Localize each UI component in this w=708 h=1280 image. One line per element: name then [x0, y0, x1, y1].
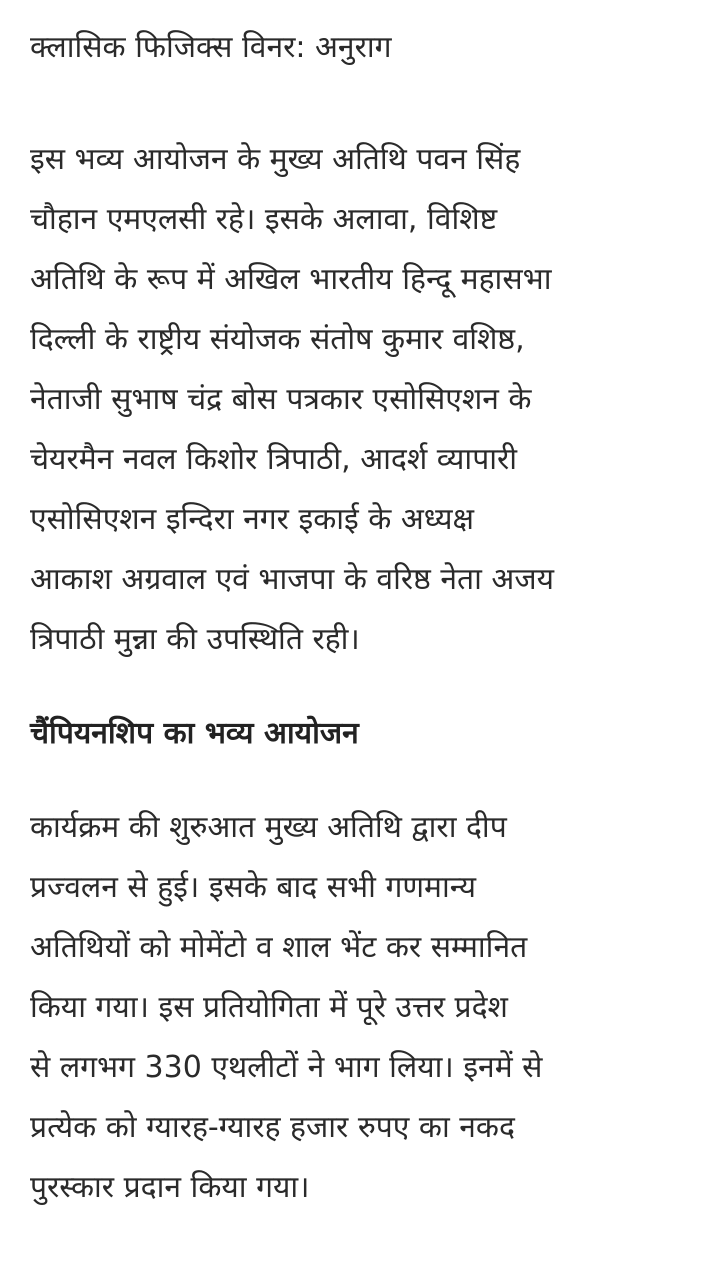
paragraph-line: से लगभग 330 एथलीटों ने भाग लिया। इनमें से — [30, 1050, 543, 1085]
paragraph-line: अतिथि के रूप में अखिल भारतीय हिन्दू महासभा — [30, 262, 552, 297]
paragraph-line: चेयरमैन नवल किशोर त्रिपाठी, आदर्श व्यापारी — [30, 442, 518, 477]
paragraph-chief-guests — [30, 130, 690, 670]
paragraph-line: अतिथियों को मोमेंटो व शाल भेंट कर सम्मानित — [30, 930, 528, 965]
paragraph-program — [30, 798, 690, 1218]
section-heading: चैंपियनशिप का भव्य आयोजन — [30, 716, 359, 751]
paragraph-line: त्रिपाठी मुन्ना की उपस्थिति रही। — [30, 622, 360, 657]
paragraph-line: किया गया। इस प्रतियोगिता में पूरे उत्तर प्रदेश — [30, 990, 508, 1025]
paragraph-line: प्रत्येक को ग्यारह-ग्यारह हजार रुपए का नकद — [30, 1110, 515, 1145]
paragraph-line: नेताजी सुभाष चंद्र बोस पत्रकार एसोसिएशन के — [30, 382, 532, 417]
paragraph-line: आकाश अग्रवाल एवं भाजपा के वरिष्ठ नेता अजय — [30, 562, 554, 597]
article-body — [30, 18, 690, 1218]
paragraph-line: प्रज्वलन से हुई। इसके बाद सभी गणमान्य — [30, 870, 476, 905]
paragraph-line: चौहान एमएलसी रहे। इसके अलावा, विशिष्ट — [30, 202, 498, 237]
paragraph-line: एसोसिएशन इन्दिरा नगर इकाई के अध्यक्ष — [30, 502, 474, 537]
paragraph-line: दिल्ली के राष्ट्रीय संयोजक संतोष कुमार वशिष्ठ, — [30, 322, 525, 357]
paragraph-line: पुरस्कार प्रदान किया गया। — [30, 1170, 310, 1205]
intro-line: क्लासिक फिजिक्स विनर: अनुराग — [30, 30, 392, 65]
paragraph-line: इस भव्य आयोजन के मुख्य अतिथि पवन सिंह — [30, 142, 521, 177]
paragraph-line: कार्यक्रम की शुरुआत मुख्य अतिथि द्वारा दीप — [30, 810, 507, 845]
